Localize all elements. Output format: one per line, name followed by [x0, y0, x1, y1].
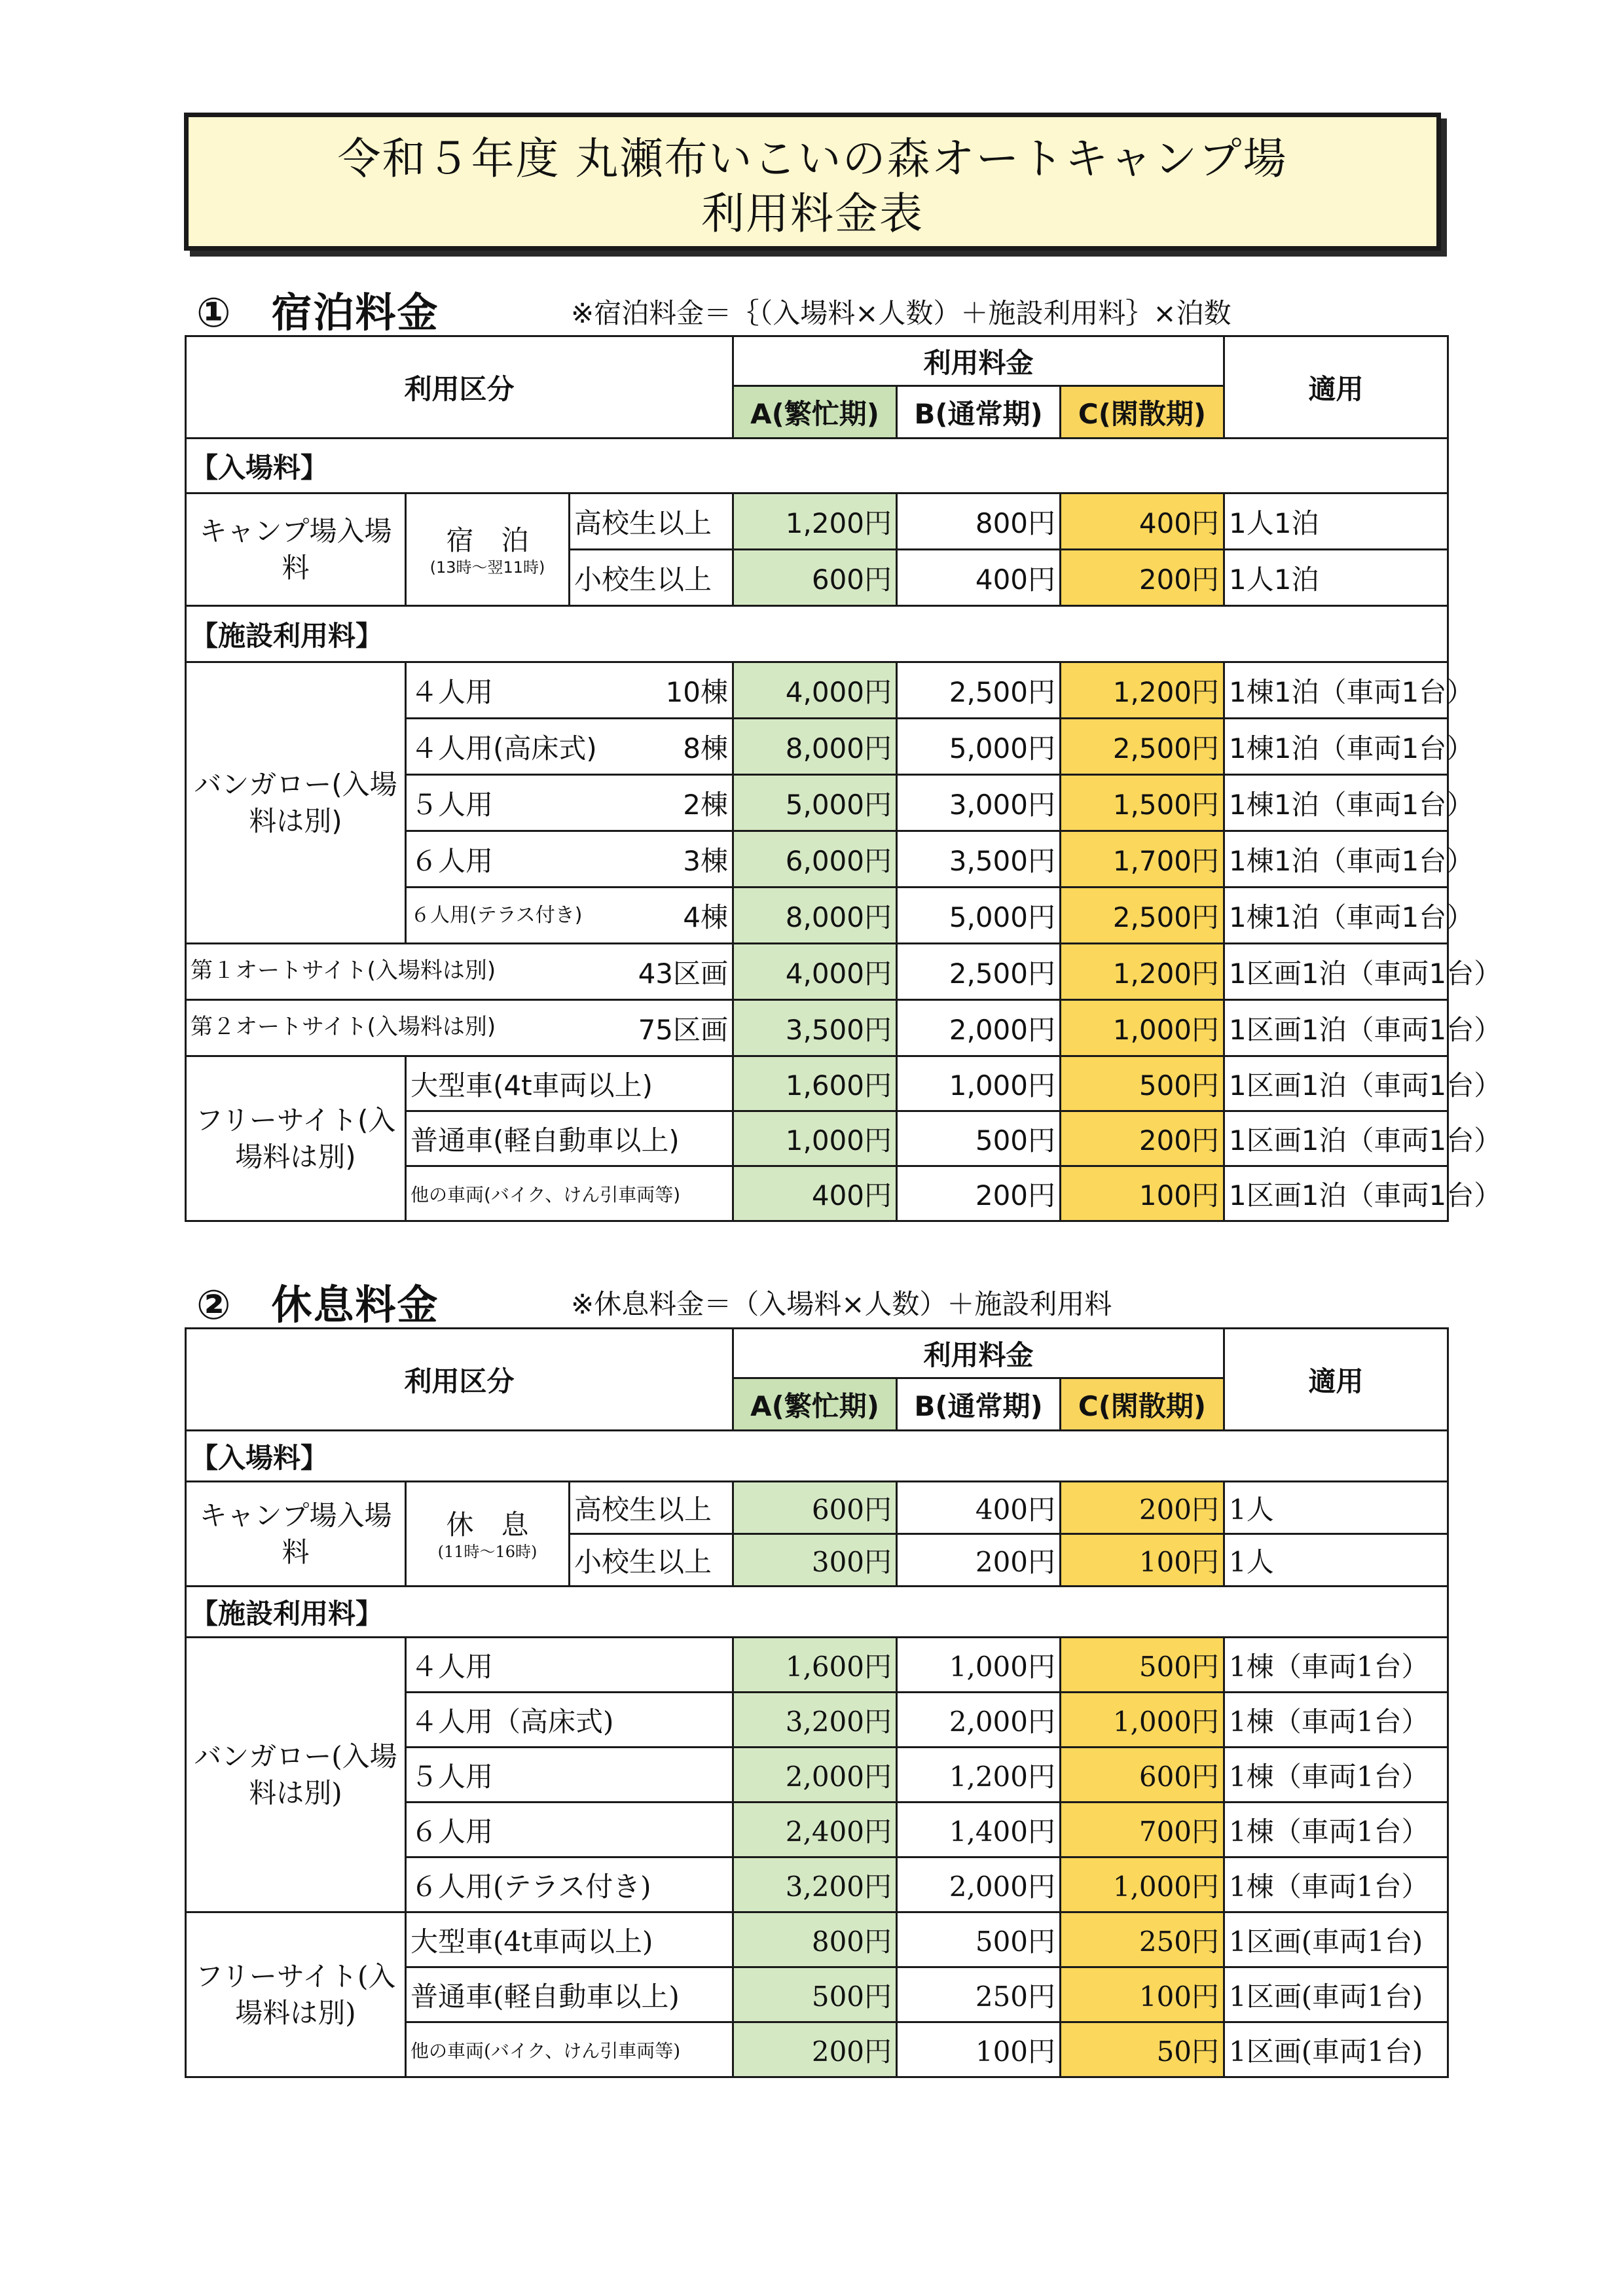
- header-col-b: B(通常期): [897, 386, 1061, 439]
- table-row-item: ４人用(高床式) 8棟: [406, 719, 733, 775]
- price-c: 200円: [1061, 550, 1224, 606]
- price-c: 1,200円: [1061, 944, 1224, 1000]
- table-row-item: ６人用 3棟: [406, 831, 733, 888]
- table-row-item: ５人用: [406, 1748, 733, 1803]
- table-row-item: ４人用（高床式): [406, 1693, 733, 1748]
- apply-cell: 1区画(車両1台): [1224, 1967, 1448, 2022]
- price-b: 5,000円: [897, 888, 1061, 944]
- document-subtitle: 利用料金表: [701, 188, 924, 239]
- price-a: 600円: [733, 1482, 897, 1534]
- price-a: 1,600円: [733, 1638, 897, 1693]
- price-a: 1,600円: [733, 1056, 897, 1111]
- apply-cell: 1棟（車両1台）: [1224, 1857, 1448, 1912]
- price-b: 5,000円: [897, 719, 1061, 775]
- price-b: 200円: [897, 1534, 1061, 1587]
- entrance-sub-note: (11時～16時): [437, 1542, 538, 1561]
- section1-formula: ※宿泊料金＝｛（入場料×人数）＋施設利用料｝×泊数: [571, 297, 1231, 329]
- price-c: 250円: [1061, 1912, 1224, 1967]
- section2-title: 休息料金: [271, 1281, 439, 1329]
- price-b: 2,000円: [897, 1693, 1061, 1748]
- price-c: 1,000円: [1061, 1693, 1224, 1748]
- price-a: 4,000円: [733, 662, 897, 719]
- table-row-item: ６人用: [406, 1803, 733, 1857]
- price-c: 200円: [1061, 1111, 1224, 1166]
- price-a: 1,200円: [733, 493, 897, 550]
- price-b: 2,500円: [897, 944, 1061, 1000]
- entrance-label: 【入場料】: [186, 439, 1448, 493]
- entrance-sub-label: 休 息: [446, 1508, 529, 1541]
- apply-cell: 1棟（車両1台）: [1224, 1638, 1448, 1693]
- apply-cell: 1区画1泊（車両1台）: [1224, 1000, 1448, 1056]
- table-row-item: 大型車(4t車両以上): [406, 1056, 733, 1111]
- price-c: 100円: [1061, 1166, 1224, 1221]
- section2-fee-table: [185, 1327, 1449, 2078]
- price-a: 2,000円: [733, 1748, 897, 1803]
- entrance-category: キャンプ場入場料: [186, 493, 406, 606]
- price-a: 800円: [733, 1912, 897, 1967]
- header-col-b: B(通常期): [897, 1378, 1061, 1431]
- price-c: 500円: [1061, 1638, 1224, 1693]
- table-row-item: 普通車(軽自動車以上): [406, 1967, 733, 2022]
- price-c: 1,000円: [1061, 1857, 1224, 1912]
- table-row-item: 小校生以上: [570, 1534, 733, 1587]
- entrance-sub-note: (13時～翌11時): [429, 558, 545, 577]
- price-b: 1,200円: [897, 1748, 1061, 1803]
- section2-heading: [196, 1272, 439, 1331]
- apply-cell: 1棟（車両1台）: [1224, 1803, 1448, 1857]
- price-b: 1,400円: [897, 1803, 1061, 1857]
- price-c: 100円: [1061, 1534, 1224, 1587]
- document-title: 令和５年度 丸瀬布いこいの森オートキャンプ場: [337, 134, 1288, 184]
- apply-cell: 1棟1泊（車両1台）: [1224, 662, 1448, 719]
- header-category: 利用区分: [186, 336, 733, 439]
- price-c: 2,500円: [1061, 888, 1224, 944]
- entrance-sub: [406, 493, 570, 606]
- price-c: 200円: [1061, 1482, 1224, 1534]
- price-b: 2,000円: [897, 1857, 1061, 1912]
- price-a: 4,000円: [733, 944, 897, 1000]
- table-row-item: 高校生以上: [570, 1482, 733, 1534]
- price-b: 400円: [897, 550, 1061, 606]
- header-col-c: C(閑散期): [1061, 1378, 1224, 1431]
- table-row-item: 第１オートサイト(入場料は別) 43区画: [186, 944, 733, 1000]
- apply-cell: 1区画1泊（車両1台）: [1224, 1111, 1448, 1166]
- price-c: 2,500円: [1061, 719, 1224, 775]
- price-a: 3,200円: [733, 1693, 897, 1748]
- apply-cell: 1棟1泊（車両1台）: [1224, 831, 1448, 888]
- header-fee: 利用料金: [733, 336, 1224, 386]
- table-row-item: 他の車両(バイク、けん引車両等): [406, 2022, 733, 2077]
- apply-cell: 1棟1泊（車両1台）: [1224, 719, 1448, 775]
- apply-cell: 1区画(車両1台): [1224, 1912, 1448, 1967]
- table-row-item: ５人用 2棟: [406, 775, 733, 831]
- price-c: 600円: [1061, 1748, 1224, 1803]
- table-row-item: ６人用(テラス付き) 4棟: [406, 888, 733, 944]
- apply-cell: 1棟1泊（車両1台）: [1224, 888, 1448, 944]
- price-c: 400円: [1061, 493, 1224, 550]
- price-b: 3,000円: [897, 775, 1061, 831]
- price-b: 1,000円: [897, 1056, 1061, 1111]
- table-row-item: ４人用 10棟: [406, 662, 733, 719]
- apply-cell: 1棟（車両1台）: [1224, 1748, 1448, 1803]
- section1-number: ①: [196, 289, 232, 336]
- price-a: 200円: [733, 2022, 897, 2077]
- price-b: 500円: [897, 1111, 1061, 1166]
- price-c: 50円: [1061, 2022, 1224, 2077]
- table-row-item: 大型車(4t車両以上): [406, 1912, 733, 1967]
- document-title-box: [184, 113, 1441, 251]
- price-a: 500円: [733, 1967, 897, 2022]
- price-c: 500円: [1061, 1056, 1224, 1111]
- price-a: 6,000円: [733, 831, 897, 888]
- price-a: 3,200円: [733, 1857, 897, 1912]
- price-b: 500円: [897, 1912, 1061, 1967]
- price-a: 2,400円: [733, 1803, 897, 1857]
- section2-formula: ※休息料金＝（入場料×人数）＋施設利用料: [571, 1288, 1112, 1320]
- header-category: 利用区分: [186, 1329, 733, 1431]
- price-a: 8,000円: [733, 719, 897, 775]
- header-apply: 適用: [1224, 1329, 1448, 1431]
- apply-cell: 1人1泊: [1224, 493, 1448, 550]
- price-a: 8,000円: [733, 888, 897, 944]
- section1-heading: [196, 280, 439, 338]
- price-c: 1,000円: [1061, 1000, 1224, 1056]
- apply-cell: 1棟（車両1台）: [1224, 1693, 1448, 1748]
- price-b: 400円: [897, 1482, 1061, 1534]
- entrance-label: 【入場料】: [186, 1431, 1448, 1482]
- table-row-item: 第２オートサイト(入場料は別) 75区画: [186, 1000, 733, 1056]
- header-col-a: A(繁忙期): [733, 1378, 897, 1431]
- price-b: 100円: [897, 2022, 1061, 2077]
- entrance-sub: [406, 1482, 570, 1587]
- header-fee: 利用料金: [733, 1329, 1224, 1378]
- bungalow-category: バンガロー(入場料は別): [186, 662, 406, 944]
- price-b: 1,000円: [897, 1638, 1061, 1693]
- entrance-sub-label: 宿 泊: [446, 524, 529, 556]
- free-site-category: フリーサイト(入場料は別): [186, 1056, 406, 1221]
- price-b: 2,000円: [897, 1000, 1061, 1056]
- price-a: 1,000円: [733, 1111, 897, 1166]
- price-a: 3,500円: [733, 1000, 897, 1056]
- price-b: 250円: [897, 1967, 1061, 2022]
- header-col-c: C(閑散期): [1061, 386, 1224, 439]
- price-b: 800円: [897, 493, 1061, 550]
- table-row-item: ６人用(テラス付き): [406, 1857, 733, 1912]
- table-row-item: 小校生以上: [570, 550, 733, 606]
- section2-number: ②: [196, 1281, 232, 1329]
- table-row-item: 他の車両(バイク、けん引車両等): [406, 1166, 733, 1221]
- table-row-item: 高校生以上: [570, 493, 733, 550]
- price-c: 100円: [1061, 1967, 1224, 2022]
- price-a: 600円: [733, 550, 897, 606]
- facility-label: 【施設利用料】: [186, 1587, 1448, 1638]
- price-c: 700円: [1061, 1803, 1224, 1857]
- section1-fee-table: [185, 335, 1502, 1222]
- table-row-item: ４人用: [406, 1638, 733, 1693]
- bungalow-category: バンガロー(入場料は別): [186, 1638, 406, 1912]
- apply-cell: 1人: [1224, 1482, 1448, 1534]
- price-b: 2,500円: [897, 662, 1061, 719]
- price-c: 1,500円: [1061, 775, 1224, 831]
- section1-title: 宿泊料金: [271, 289, 439, 336]
- header-col-a: A(繁忙期): [733, 386, 897, 439]
- price-a: 400円: [733, 1166, 897, 1221]
- facility-label: 【施設利用料】: [186, 606, 1448, 662]
- entrance-category: キャンプ場入場料: [186, 1482, 406, 1587]
- apply-cell: 1人1泊: [1224, 550, 1448, 606]
- price-b: 200円: [897, 1166, 1061, 1221]
- price-b: 3,500円: [897, 831, 1061, 888]
- apply-cell: 1区画1泊（車両1台）: [1224, 1056, 1448, 1111]
- price-a: 5,000円: [733, 775, 897, 831]
- price-c: 1,700円: [1061, 831, 1224, 888]
- price-a: 300円: [733, 1534, 897, 1587]
- header-apply: 適用: [1224, 336, 1448, 439]
- apply-cell: 1区画1泊（車両1台）: [1224, 944, 1448, 1000]
- free-site-category: フリーサイト(入場料は別): [186, 1912, 406, 2077]
- apply-cell: 1人: [1224, 1534, 1448, 1587]
- price-c: 1,200円: [1061, 662, 1224, 719]
- table-row-item: 普通車(軽自動車以上): [406, 1111, 733, 1166]
- apply-cell: 1区画(車両1台): [1224, 2022, 1448, 2077]
- apply-cell: 1棟1泊（車両1台）: [1224, 775, 1448, 831]
- apply-cell: 1区画1泊（車両1台）: [1224, 1166, 1448, 1221]
